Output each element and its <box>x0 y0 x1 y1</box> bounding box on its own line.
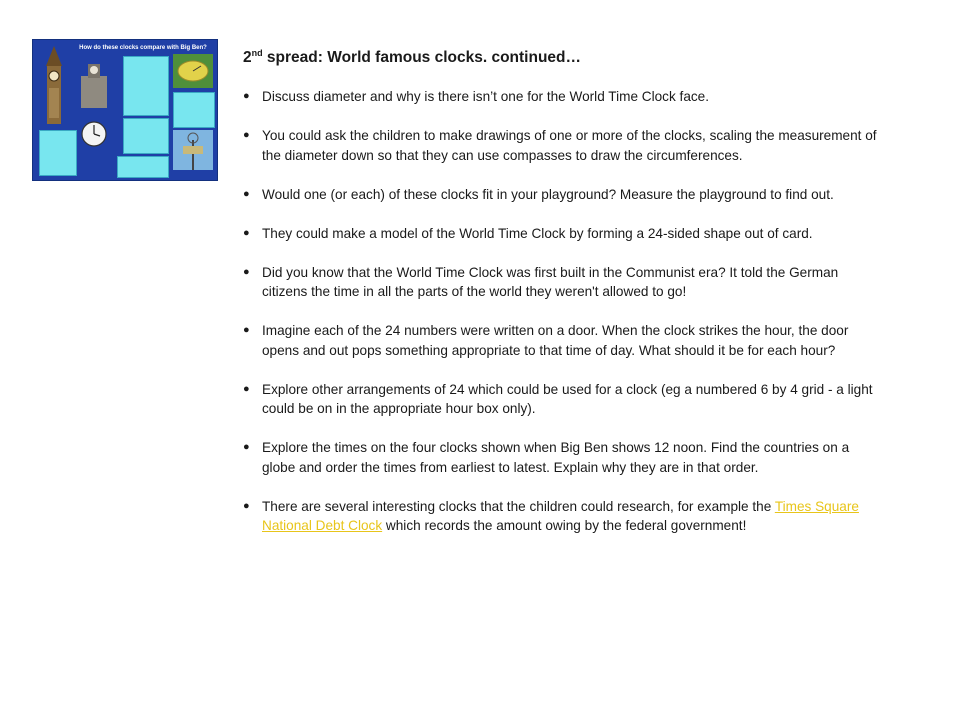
list-item <box>243 263 883 302</box>
bullet-text: Imagine each of the 24 numbers were written on a door. When the clock strikes the hour, the door opens and out pops something appropriate to that time of day. What should it be for each hour? <box>262 323 849 358</box>
liver-building-image <box>77 60 111 108</box>
bullet-text: Discuss diameter and why is there isn’t one for the World Time Clock face. <box>262 89 710 104</box>
big-ben-image <box>39 46 69 124</box>
notes-content <box>243 47 883 555</box>
bullet-icon: ● <box>243 324 250 336</box>
info-box <box>123 56 169 116</box>
bullet-text: Did you know that the World Time Clock was first built in the Communist era? It told the German citizens the time in all the parts of the world they weren't allowed to go! <box>262 264 839 299</box>
bullet-icon: ● <box>243 129 250 141</box>
bullet-icon: ● <box>243 226 250 239</box>
debt-clock-link[interactable]: Times Square National Debt Clock <box>262 498 859 533</box>
list-item <box>243 497 883 536</box>
list-item <box>243 126 883 165</box>
bullet-icon: ● <box>243 441 250 453</box>
list-item <box>243 224 883 244</box>
bullet-text: Explore the times on the four clocks shown when Big Ben shows 12 noon. Find the countries on a globe and order the times from earliest to latest. Explain why they are in that order. <box>262 440 850 475</box>
thumbnail-title: How do these clocks compare with Big Ben? <box>79 45 207 51</box>
bullet-text: Explore other arrangements of 24 which could be used for a clock (eg a numbered 6 by 4 grid - a light could be on in the appropriate hour box only). <box>262 381 873 416</box>
bullet-icon: ● <box>243 90 250 102</box>
bullet-icon: ● <box>243 265 250 278</box>
world-time-clock-image <box>173 130 213 170</box>
list-item <box>243 438 883 477</box>
bullet-text: They could make a model of the World Time Clock by forming a 24-sided shape out of card. <box>262 225 813 241</box>
slide-thumbnail <box>32 39 218 181</box>
info-box <box>173 92 215 128</box>
info-box <box>117 156 169 178</box>
bullet-icon: ● <box>243 499 250 512</box>
bullet-icon: ● <box>243 382 250 395</box>
page-title <box>243 47 883 69</box>
bullet-text: Would one (or each) of these clocks fit in your playground? Measure the playground to find out. <box>262 186 834 202</box>
floral-clock-image <box>173 54 213 88</box>
title-superscript: nd <box>251 47 263 58</box>
bullet-text: You could ask the children to make drawings of one or more of the clocks, scaling the measurement of the diameter down so that they can use compasses to draw the circumferences. <box>262 128 877 163</box>
bullet-text: which records the amount owing by the federal government! <box>382 518 747 533</box>
list-item <box>243 321 883 360</box>
list-item <box>243 380 883 419</box>
title-text: spread: World famous clocks. continued… <box>262 49 582 66</box>
bullet-text: There are several interesting clocks that the children could research, for example the <box>262 498 775 514</box>
title-number: 2 <box>243 49 252 66</box>
clock-face-image <box>81 120 107 148</box>
list-item <box>243 185 883 205</box>
list-item <box>243 87 883 107</box>
bullet-icon: ● <box>243 187 250 200</box>
info-box <box>123 118 169 154</box>
info-box <box>39 130 77 176</box>
bullet-list <box>243 87 883 536</box>
